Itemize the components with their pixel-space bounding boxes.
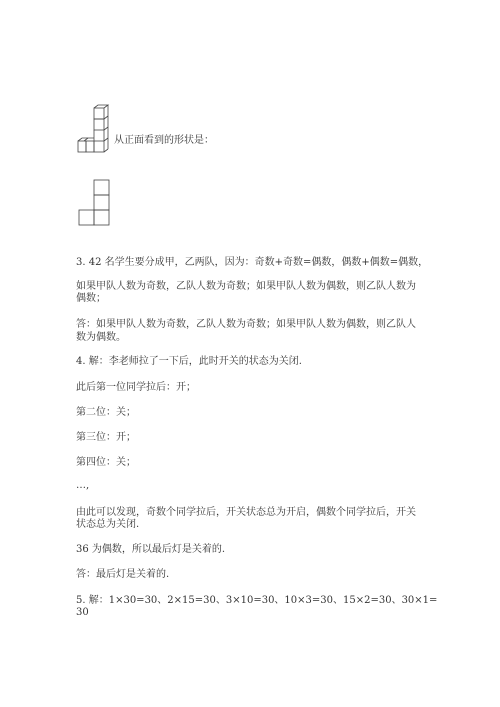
q4-line5: 第四位：关； (76, 457, 136, 468)
q4-line8: 36 为偶数，所以最后灯是关着的. (76, 544, 226, 555)
q4-line3: 第二位：关； (76, 407, 136, 418)
q3-line1: 3. 42 名学生要分成甲，乙两队，因为：奇数+奇数=偶数，偶数+偶数=偶数， (76, 257, 429, 268)
q3-answer-line1: 答：如果甲队人数为奇数，乙队人数为奇数；如果甲队人数为偶数，则乙队人 (76, 319, 416, 330)
q4-line4: 第三位：开； (76, 432, 136, 443)
q5-line2: 30 (76, 607, 89, 618)
q4-line2: 此后第一位同学拉后：开； (76, 382, 196, 393)
q3-line3: 偶数； (76, 293, 106, 304)
q3-answer-line2: 数为偶数。 (76, 332, 126, 343)
q5-line1: 5. 解：1×30=30、2×15=30、3×10=30、10×3=30、15×2=30、30×1= (76, 595, 438, 606)
figure-caption: 从正面看到的形状是： (114, 135, 214, 146)
q4-answer: 答：最后灯是关着的. (76, 569, 170, 580)
q4-line7: 状态总为关闭. (76, 519, 140, 530)
cube-stack-figure (77, 104, 113, 156)
q4-ellipsis: …, (76, 480, 90, 491)
q3-line2: 如果甲队人数为奇数，乙队人数为奇数；如果甲队人数为偶数，则乙队人数为 (76, 281, 416, 292)
front-view-figure (76, 177, 112, 229)
q4-line6: 由此可以发现，奇数个同学拉后，开关状态总为开启，偶数个同学拉后，开关 (76, 507, 416, 518)
q4-line1: 4. 解：李老师拉了一下后，此时开关的状态为关闭. (76, 356, 302, 367)
